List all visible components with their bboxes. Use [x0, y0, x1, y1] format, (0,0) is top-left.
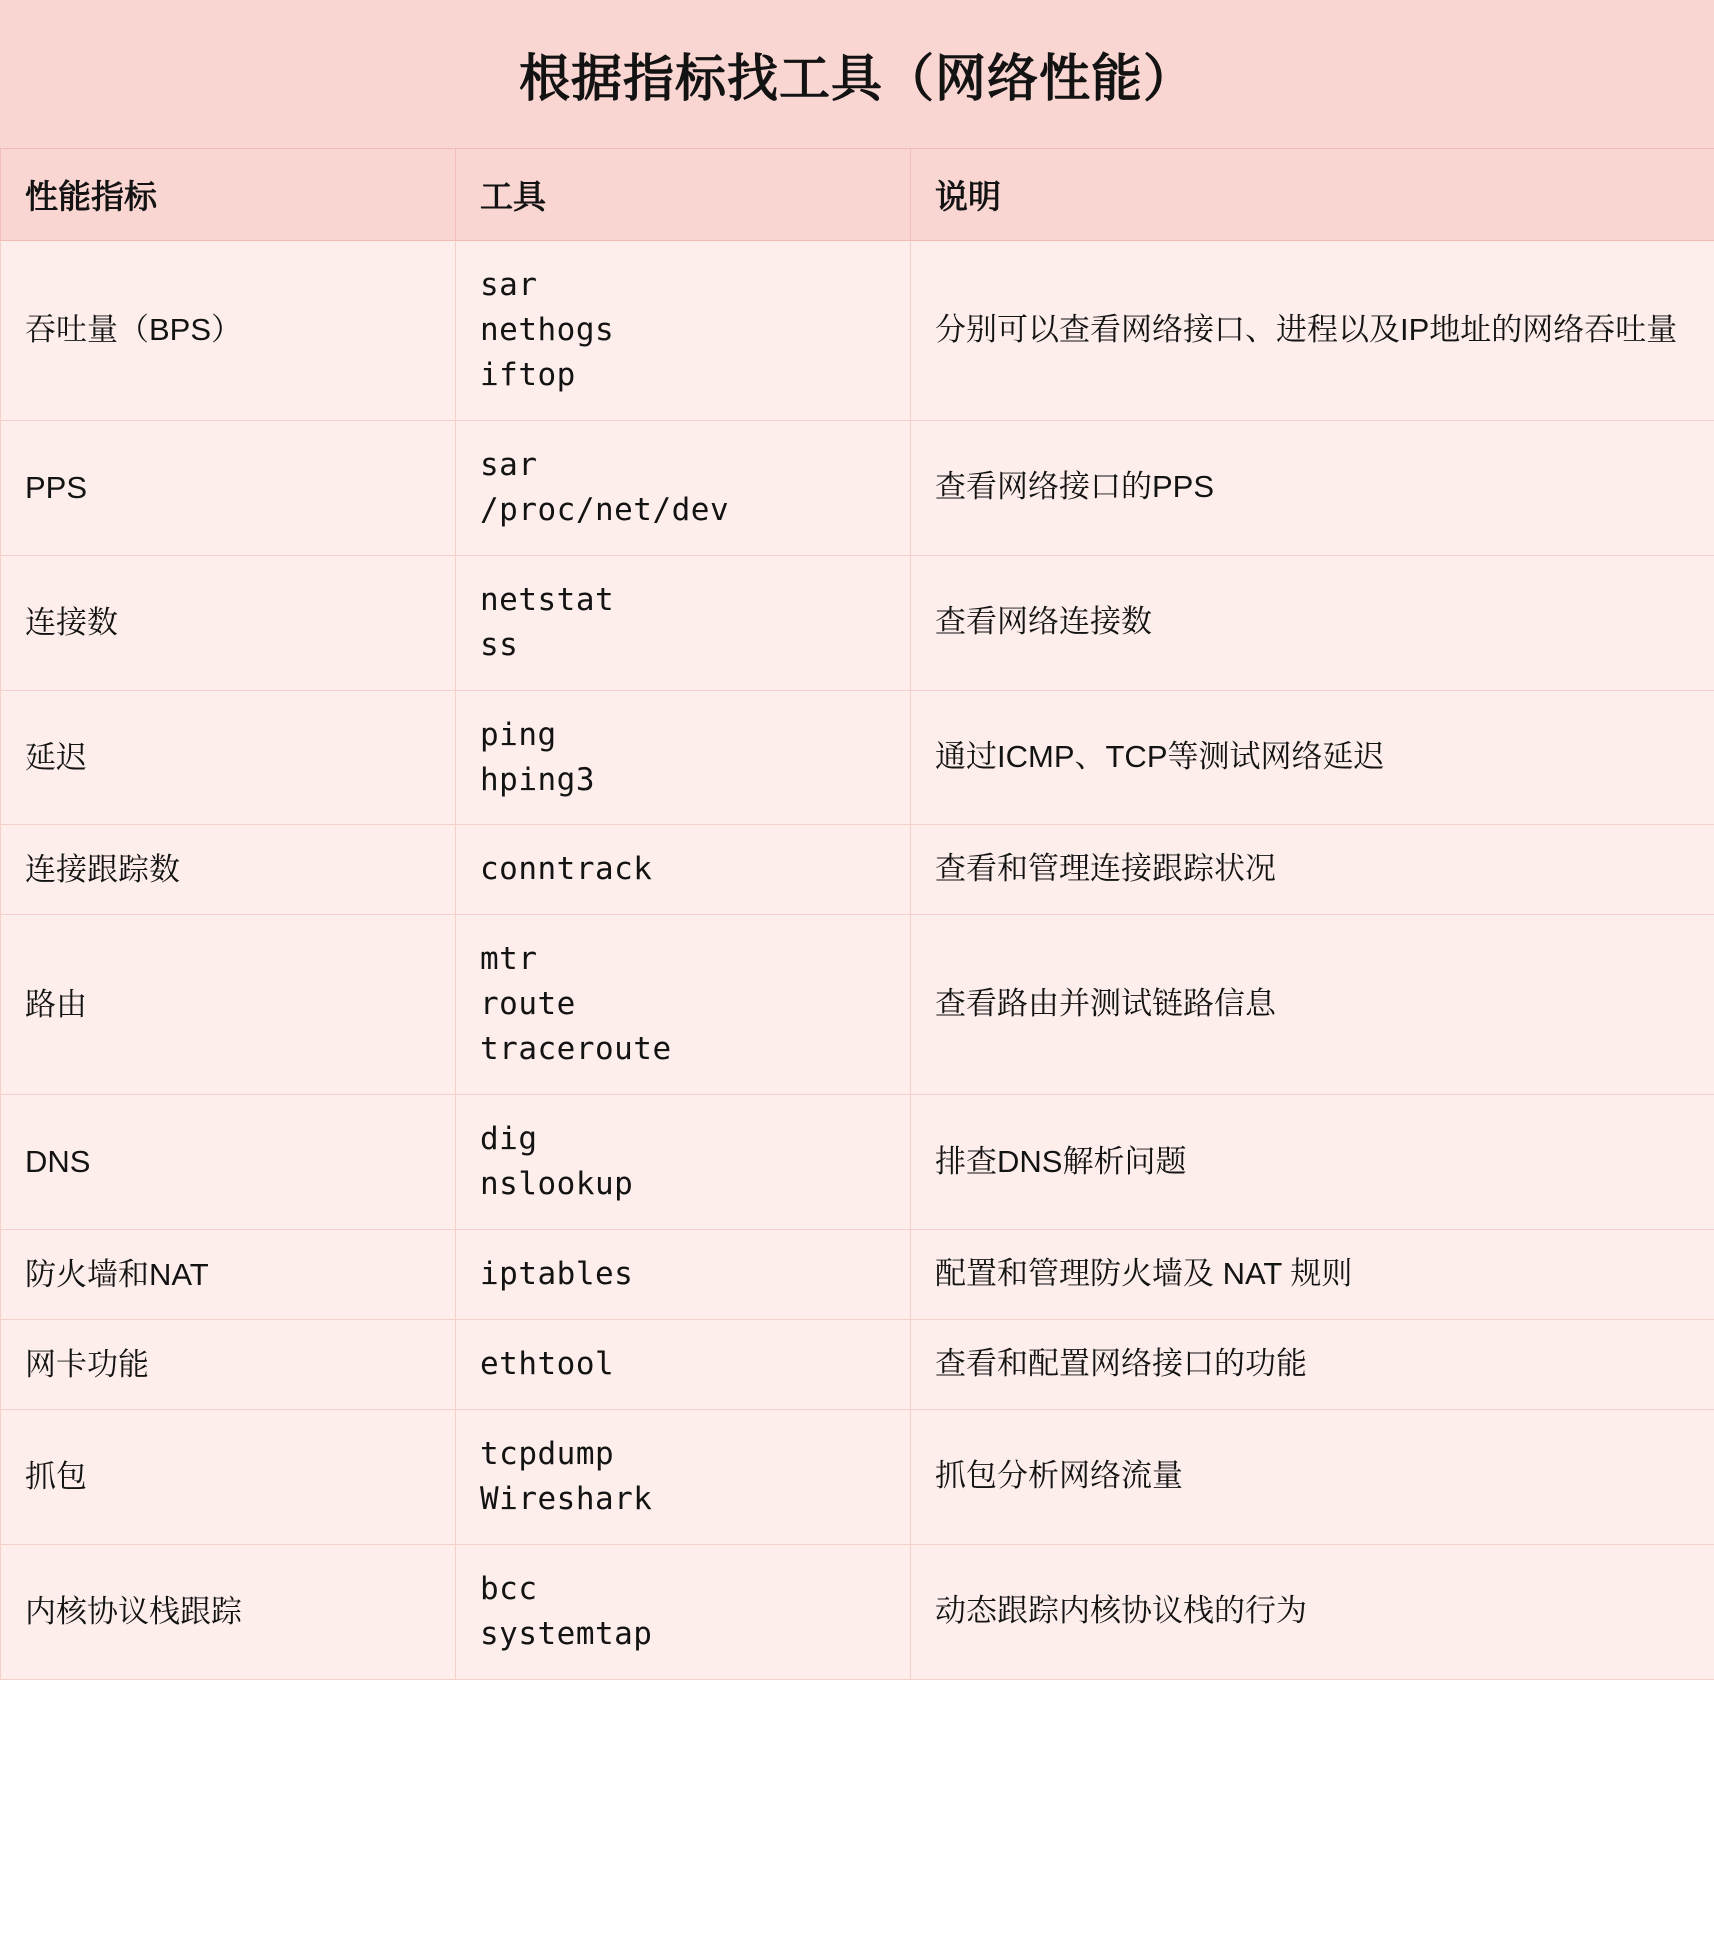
tool-name: ping [480, 716, 557, 753]
tool-name: /proc/net/dev [480, 491, 730, 528]
table-body [1, 241, 1714, 1680]
table-row [1, 555, 1714, 690]
cell-metric: 连接数 [1, 555, 456, 690]
tool-name: traceroute [480, 1031, 672, 1068]
table-row [1, 1544, 1714, 1679]
cell-description: 配置和管理防火墙及 NAT 规则 [911, 1230, 1714, 1320]
cell-description: 查看路由并测试链路信息 [911, 915, 1714, 1095]
tool-name: mtr [480, 941, 538, 978]
tool-name: route [480, 986, 576, 1023]
cell-metric: 抓包 [1, 1409, 456, 1544]
cell-description: 排查DNS解析问题 [911, 1095, 1714, 1230]
column-header-tool: 工具 [456, 149, 911, 241]
tool-name: sar [480, 446, 538, 483]
cell-tool [456, 825, 911, 915]
page-title-bar [0, 0, 1714, 148]
cell-tool [456, 241, 911, 421]
tool-name: hping3 [480, 761, 595, 798]
tool-name: dig [480, 1121, 538, 1158]
tool-name: nslookup [480, 1166, 634, 1203]
cell-tool [456, 690, 911, 825]
cell-tool [456, 420, 911, 555]
table-header-row [1, 149, 1714, 241]
table-row [1, 825, 1714, 915]
tool-name: sar [480, 267, 538, 303]
tool-name: Wireshark [480, 1480, 653, 1517]
tools-table [0, 148, 1714, 1680]
tool-name: iptables [480, 1256, 634, 1293]
cell-description: 查看网络连接数 [911, 555, 1714, 690]
tool-name: iftop [480, 356, 576, 393]
cell-metric: 连接跟踪数 [1, 825, 456, 915]
cell-description: 分别可以查看网络接口、进程以及IP地址的网络吞吐量 [911, 241, 1714, 421]
cell-metric: 网卡功能 [1, 1320, 456, 1410]
cell-metric: 内核协议栈跟踪 [1, 1544, 456, 1679]
table-row [1, 915, 1714, 1095]
cell-tool [456, 1409, 911, 1544]
cell-tool [456, 1095, 911, 1230]
table-row [1, 420, 1714, 555]
cell-metric: 路由 [1, 915, 456, 1095]
table-row [1, 690, 1714, 825]
cell-metric: 吞吐量（BPS） [1, 241, 456, 421]
tool-name: tcpdump [480, 1435, 615, 1472]
table-row [1, 241, 1714, 421]
cell-tool [456, 1544, 911, 1679]
cell-metric: 防火墙和NAT [1, 1230, 456, 1320]
table-row [1, 1230, 1714, 1320]
tool-name: ss [480, 626, 519, 663]
column-header-desc: 说明 [911, 149, 1714, 241]
cell-description: 查看和管理连接跟踪状况 [911, 825, 1714, 915]
cell-metric: PPS [1, 420, 456, 555]
table-row [1, 1095, 1714, 1230]
tool-name: conntrack [480, 851, 653, 888]
tool-name: systemtap [480, 1615, 653, 1652]
cell-tool [456, 1230, 911, 1320]
table-row [1, 1320, 1714, 1410]
column-header-metric: 性能指标 [1, 149, 456, 241]
cell-description: 查看和配置网络接口的功能 [911, 1320, 1714, 1410]
cell-description: 动态跟踪内核协议栈的行为 [911, 1544, 1714, 1679]
page-title: 根据指标找工具（网络性能） [518, 50, 1195, 107]
tool-name: netstat [480, 581, 615, 618]
cell-tool [456, 555, 911, 690]
cell-description: 查看网络接口的PPS [911, 420, 1714, 555]
cell-tool [456, 915, 911, 1095]
cell-tool [456, 1320, 911, 1410]
tool-name: ethtool [480, 1346, 615, 1382]
cell-metric: DNS [1, 1095, 456, 1230]
cell-description: 通过ICMP、TCP等测试网络延迟 [911, 690, 1714, 825]
tool-name: bcc [480, 1570, 538, 1607]
cell-description: 抓包分析网络流量 [911, 1409, 1714, 1544]
table-row [1, 1409, 1714, 1544]
cell-metric: 延迟 [1, 690, 456, 825]
tool-name: nethogs [480, 311, 615, 348]
